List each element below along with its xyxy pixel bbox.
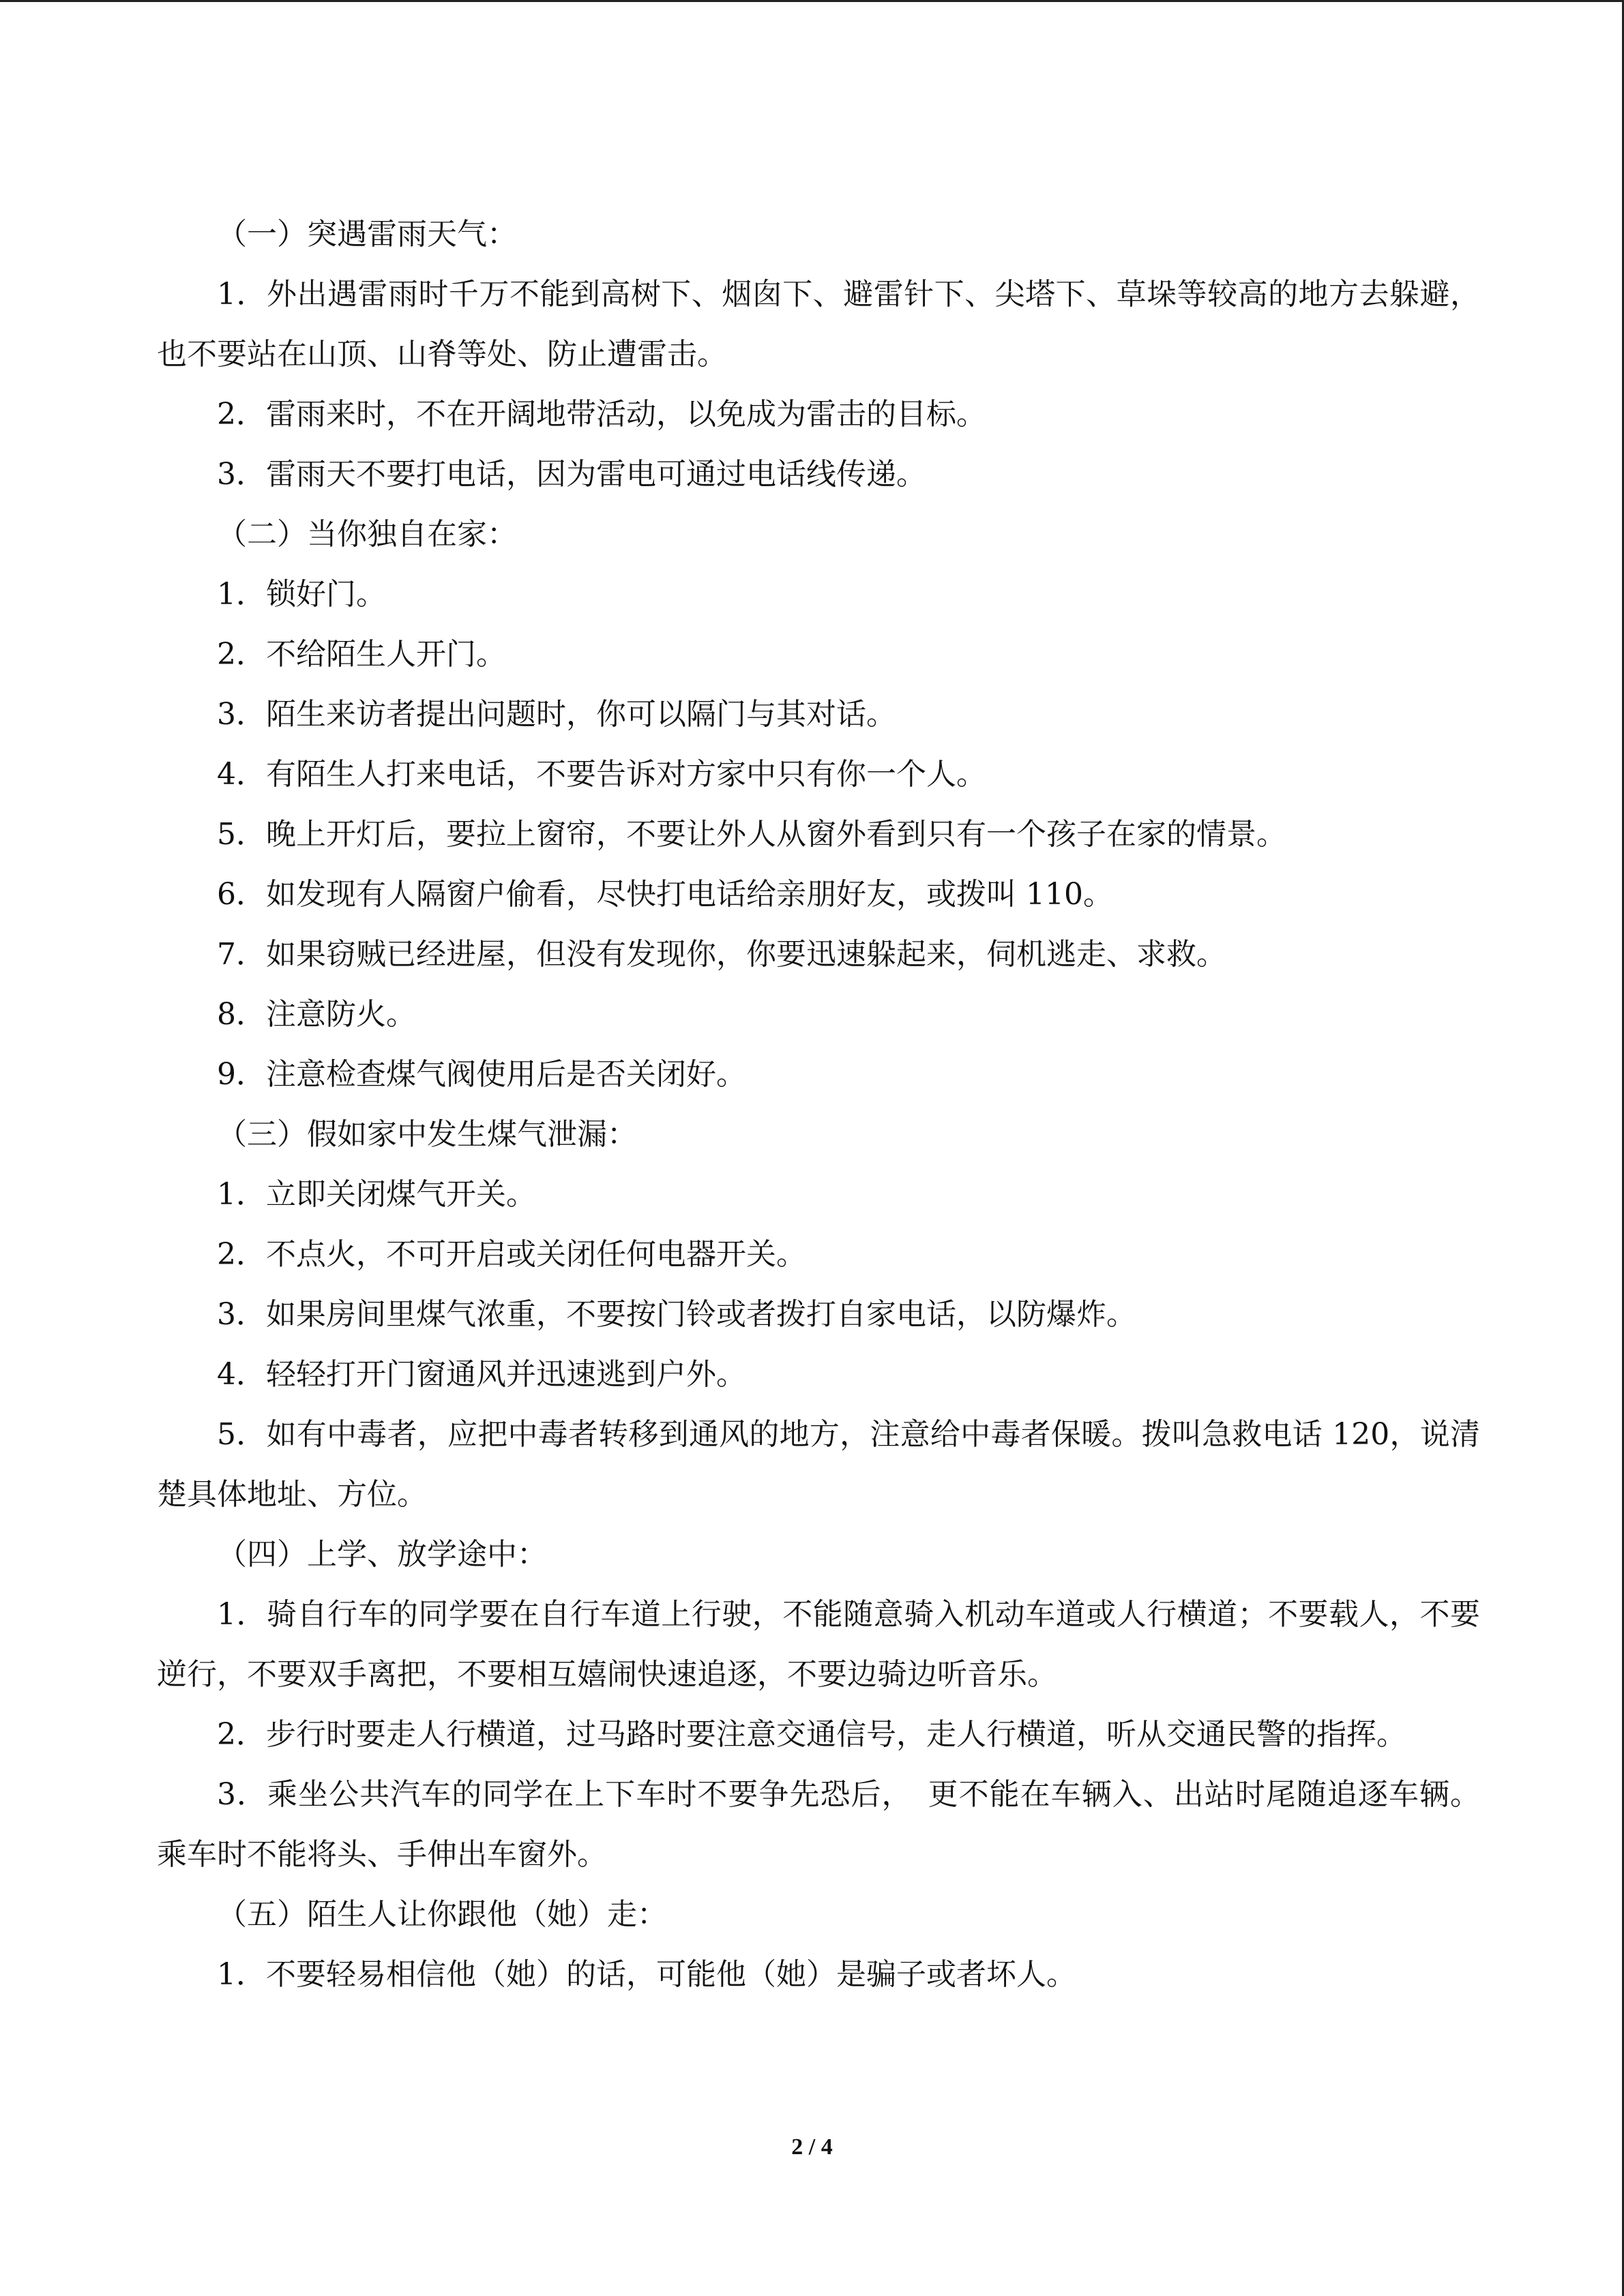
paragraph: 4．轻轻打开门窗通风并迅速逃到户外。	[217, 1357, 746, 1392]
paragraph: 1．不要轻易相信他（她）的话，可能他（她）是骗子或者坏人。	[217, 1957, 1076, 1992]
section-heading-5: （五）陌生人让你跟他（她）走：	[217, 1897, 667, 1932]
document-body	[157, 205, 1480, 2005]
section-heading-4: （四）上学、放学途中：	[217, 1537, 547, 1572]
paragraph: 1．立即关闭煤气开关。	[217, 1177, 536, 1212]
section-heading-1: （一）突遇雷雨天气：	[217, 217, 517, 252]
paragraph: 9．注意检查煤气阀使用后是否关闭好。	[217, 1057, 746, 1092]
top-border	[0, 0, 1624, 2]
paragraph: 5．如有中毒者，应把中毒者转移到通风的地方，注意给中毒者保暖。拨叫急救电话 120，说清楚具体地址、方位。	[157, 1417, 1480, 1512]
paragraph: 5．晚上开灯后，要拉上窗帘，不要让外人从窗外看到只有一个孩子在家的情景。	[217, 817, 1286, 852]
paragraph: 2．不点火，不可开启或关闭任何电器开关。	[217, 1237, 806, 1272]
section-heading-2: （二）当你独自在家：	[217, 517, 517, 552]
paragraph: 2．步行时要走人行横道，过马路时要注意交通信号，走人行横道，听从交通民警的指挥。	[217, 1717, 1406, 1752]
paragraph: 3．雷雨天不要打电话，因为雷电可通过电话线传递。	[217, 457, 926, 492]
paragraph: 1．骑自行车的同学要在自行车道上行驶，不能随意骑入机动车道或人行横道；不要载人，不要逆行，不要双手离把，不要相互嬉闹快速追逐，不要边骑边听音乐。	[157, 1597, 1480, 1692]
section-heading-3: （三）假如家中发生煤气泄漏：	[217, 1117, 637, 1152]
paragraph: 3．乘坐公共汽车的同学在上下车时不要争先恐后， 更不能在车辆入、出站时尾随追逐车辆。乘车时不能将头、手伸出车窗外。	[157, 1777, 1480, 1872]
paragraph: 1．锁好门。	[217, 577, 386, 612]
paragraph: 7．如果窃贼已经进屋，但没有发现你，你要迅速躲起来，伺机逃走、求救。	[217, 937, 1226, 972]
paragraph: 3．如果房间里煤气浓重，不要按门铃或者拨打自家电话，以防爆炸。	[217, 1297, 1136, 1332]
paragraph: 8．注意防火。	[217, 997, 416, 1032]
paragraph: 3．陌生来访者提出问题时，你可以隔门与其对话。	[217, 697, 896, 732]
page-number: 2 / 4	[791, 2134, 833, 2160]
paragraph: 6．如发现有人隔窗户偷看，尽快打电话给亲朋好友，或拨叫 110。	[217, 877, 1113, 912]
paragraph: 1．外出遇雷雨时千万不能到高树下、烟囱下、避雷针下、尖塔下、草垛等较高的地方去躲避，也不要站在山顶、山脊等处、防止遭雷击。	[157, 277, 1480, 372]
paragraph: 2．不给陌生人开门。	[217, 637, 506, 672]
paragraph: 4．有陌生人打来电话，不要告诉对方家中只有你一个人。	[217, 757, 986, 792]
paragraph: 2．雷雨来时，不在开阔地带活动，以免成为雷击的目标。	[217, 397, 986, 432]
